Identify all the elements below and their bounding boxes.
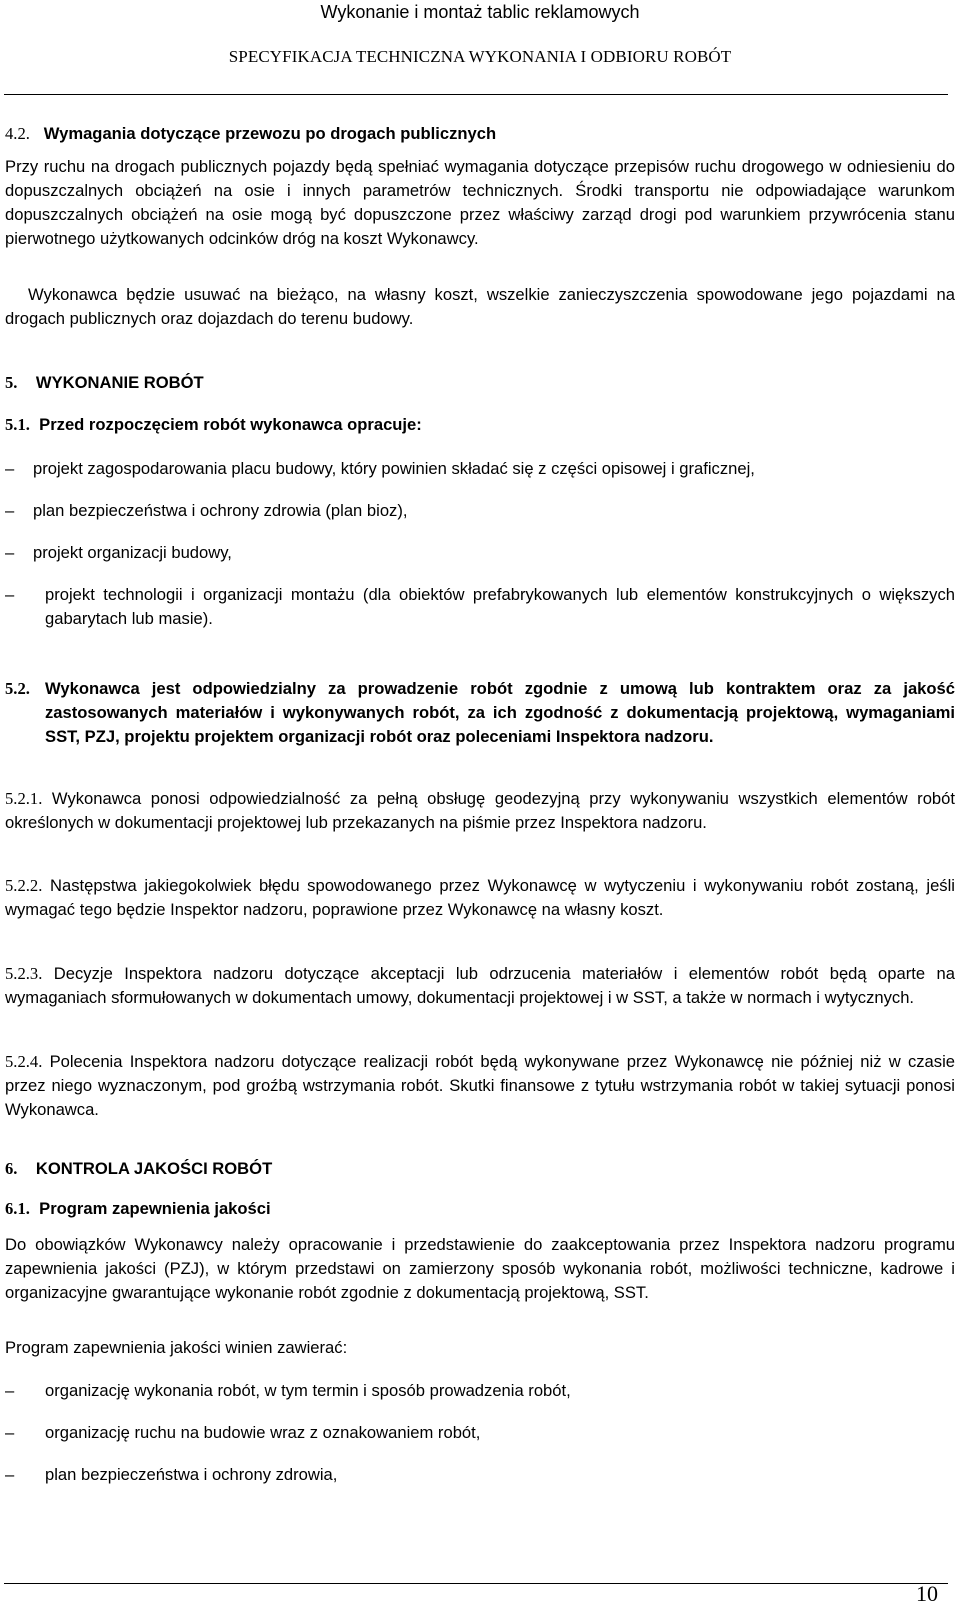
section-6-1-heading [5, 1197, 955, 1221]
section-6-1-paragraph-2: Program zapewnienia jakości winien zawierać: [5, 1338, 348, 1357]
section-number: 4.2. [5, 124, 30, 143]
section-number: 5. [5, 373, 18, 392]
list-item-text: projekt organizacji budowy, [33, 543, 232, 562]
section-title: Program zapewnienia jakości [39, 1199, 271, 1218]
section-number: 5.2.3. [5, 964, 43, 983]
section-title: KONTROLA JAKOŚCI ROBÓT [35, 1159, 273, 1178]
section-5-heading [5, 371, 955, 395]
dash-bullet: – [5, 585, 15, 604]
section-number: 5.2.1. [5, 789, 43, 808]
section-4-2-heading [5, 122, 955, 146]
section-number: 6.1. [5, 1199, 30, 1218]
section-5-2-3 [5, 962, 955, 1010]
section-number: 5.2.4. [5, 1052, 43, 1071]
list-item-text: plan bezpieczeństwa i ochrony zdrowia, [45, 1465, 338, 1484]
section-title: Przed rozpoczęciem robót wykonawca opracuje: [39, 415, 422, 434]
section-4-2-paragraph-2: Wykonawca będzie usuwać na bieżąco, na własny koszt, wszelkie zanieczyszczenia spowodowane jego pojazdami na drogach publicznych oraz dojazdach do terenu budowy. [5, 285, 955, 328]
section-number: 5.2. [5, 679, 30, 698]
paragraph-text: Wykonawca ponosi odpowiedzialność za pełną obsługę geodezyjną przy wykonywaniu wszystkich elementów robót określonych w dokumentacji projektowej lub przekazanych na piśmie przez Inspektora nadzoru. [5, 789, 955, 832]
section-number: 6. [5, 1159, 18, 1178]
section-4-2-paragraph-1: Przy ruchu na drogach publicznych pojazdy będą spełniać wymagania dotyczące przepisów ruchu drogowego w odniesieniu do dopuszczalnych obciążeń na osie i innych parametrów technicznych. Środki transportu nie odpowiadające warunkom dopuszczalnych obciążeń na osie mogą być dopuszczone przez właściwy zarząd drogi pod warunkiem przywrócenia stanu pierwotnego użytkowanych odcinków dróg na koszt Wykonawcy. [5, 157, 955, 248]
section-5-2-4 [5, 1050, 955, 1122]
list-item-text: organizację ruchu na budowie wraz z oznakowaniem robót, [45, 1423, 481, 1442]
header-rule [4, 94, 948, 95]
list-item [5, 541, 955, 565]
section-title: WYKONANIE ROBÓT [35, 373, 204, 392]
dash-bullet: – [5, 501, 15, 520]
paragraph-text: Decyzje Inspektora nadzoru dotyczące akceptacji lub odrzucenia materiałów i elementów robót będą oparte na wymaganiach sformułowanych w dokumentach umowy, dokumentacji projektowej i w SST, a także w normach i wytycznych. [5, 964, 955, 1007]
paragraph-text: Następstwa jakiegokolwiek błędu spowodowanego przez Wykonawcę w wytyczeniu i wykonywaniu robót zostaną, jeśli wymagać tego będzie Inspektor nadzoru, poprawione przez Wykonawcę na własny koszt. [5, 876, 955, 919]
dash-bullet: – [5, 1465, 15, 1484]
list-item [5, 457, 955, 481]
dash-bullet: – [5, 1423, 15, 1442]
header-subtitle: SPECYFIKACJA TECHNICZNA WYKONANIA I ODBIORU ROBÓT [228, 47, 732, 66]
list-item [5, 1421, 955, 1445]
page-number: 10 [916, 1581, 938, 1606]
section-number: 5.2.2. [5, 876, 43, 895]
section-5-2-1 [5, 787, 955, 835]
list-item-text: plan bezpieczeństwa i ochrony zdrowia (plan bioz), [33, 501, 408, 520]
header-title: Wykonanie i montaż tablic reklamowych [320, 2, 640, 22]
list-item [5, 499, 955, 523]
list-item-text: projekt zagospodarowania placu budowy, który powinien składać się z części opisowej i graficznej, [33, 459, 755, 478]
list-item [5, 1379, 955, 1403]
section-6-1-paragraph-1: Do obowiązków Wykonawcy należy opracowanie i przedstawienie do zaakceptowania przez Inspektora nadzoru programu zapewnienia jakości (PZJ), w którym przedstawi on zamierzony sposób wykonania robót, możliwości techniczne, kadrowe i organizacyjne gwarantujące wykonanie robót zgodnie z dokumentacją projektową, SST. [5, 1235, 955, 1302]
dash-bullet: – [5, 1381, 15, 1400]
section-5-2-2 [5, 874, 955, 922]
section-title: Wymagania dotyczące przewozu po drogach publicznych [43, 124, 497, 143]
list-item-text: projekt technologii i organizacji montażu (dla obiektów prefabrykowanych lub elementów konstrukcyjnych o większych gabarytach lub masie). [45, 585, 955, 628]
list-item-text: organizację wykonania robót, w tym termin i sposób prowadzenia robót, [45, 1381, 571, 1400]
section-5-2 [5, 677, 955, 749]
section-title: Wykonawca jest odpowiedzialny za prowadzenie robót zgodnie z umową lub kontraktem oraz za jakość zastosowanych materiałów i wykonywanych robót, za ich zgodność z dokumentacją projektową, wymaganiami SST, PZJ, projektu projektem organizacji robót oraz poleceniami Inspektora nadzoru. [45, 679, 955, 746]
dash-bullet: – [5, 459, 15, 478]
dash-bullet: – [5, 543, 15, 562]
section-number: 5.1. [5, 415, 30, 434]
section-5-1-heading [5, 413, 955, 437]
section-6-heading [5, 1157, 955, 1181]
list-item [5, 583, 955, 631]
list-item [5, 1463, 955, 1487]
paragraph-text: Polecenia Inspektora nadzoru dotyczące realizacji robót będą wykonywane przez Wykonawcę nie później niż w czasie przez niego wyznaczonym, pod groźbą wstrzymania robót. Skutki finansowe z tytułu wstrzymania robót w takiej sytuacji ponosi Wykonawca. [5, 1052, 955, 1119]
footer-rule [4, 1583, 948, 1584]
